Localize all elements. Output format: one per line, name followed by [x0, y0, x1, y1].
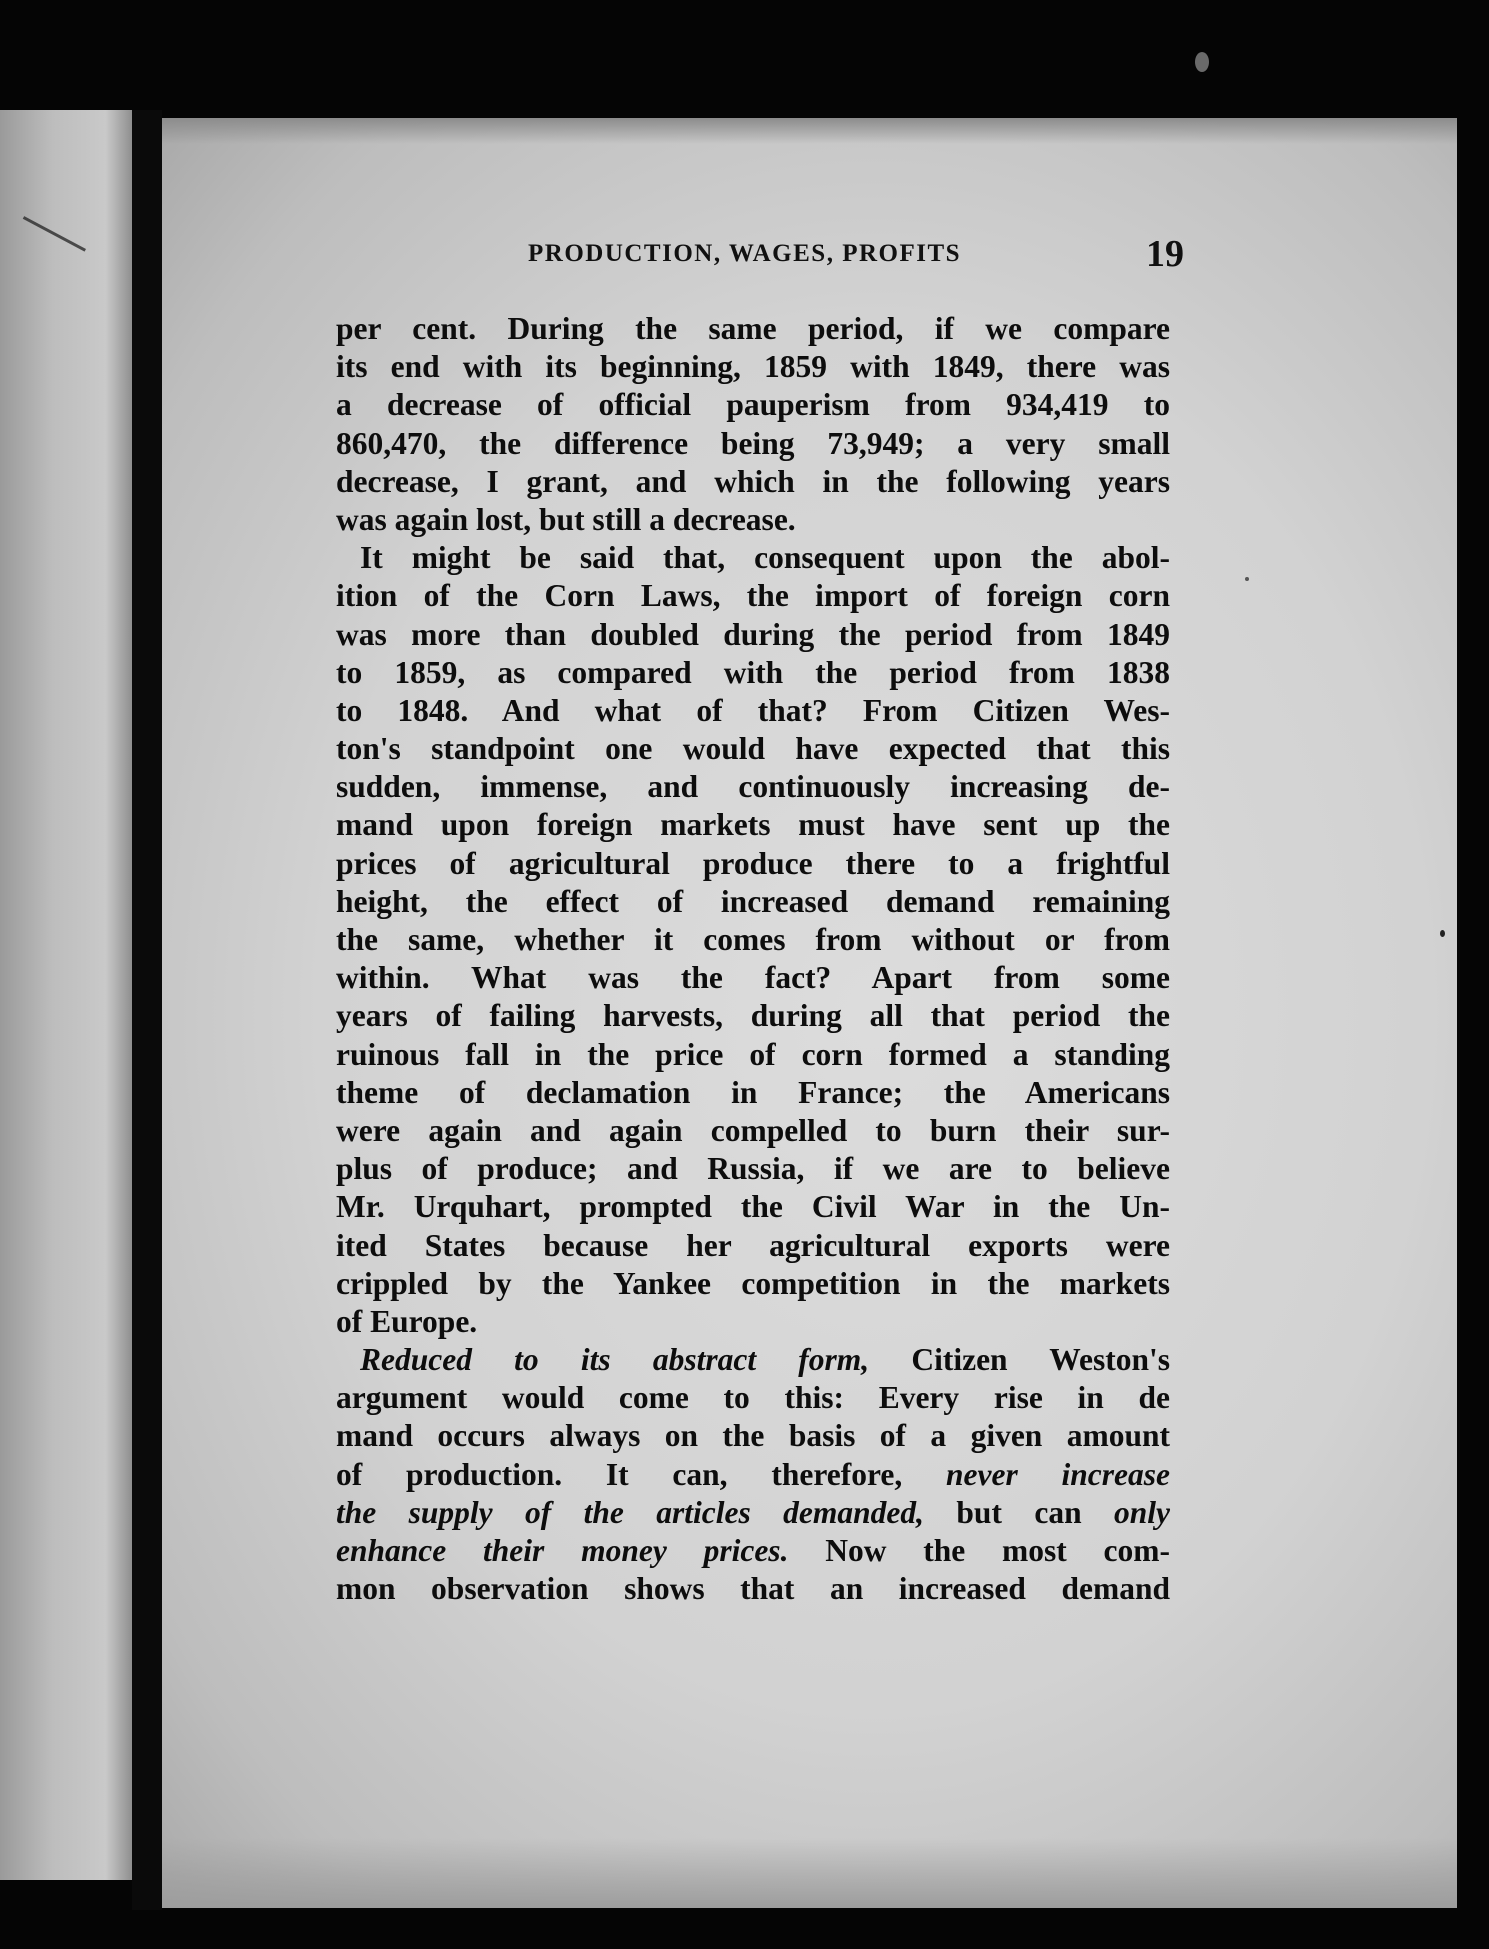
book-gutter — [132, 110, 162, 1910]
page-number: 19 — [1146, 233, 1184, 275]
text-run: crippled by the Yankee competition in the markets — [336, 1265, 1170, 1301]
text-line — [336, 1227, 1170, 1265]
text-line — [336, 806, 1170, 844]
text-line — [336, 1112, 1170, 1150]
text-run: argument would come to this: Every rise in de — [336, 1380, 1170, 1416]
text-run: of production. It can, therefore, — [336, 1456, 947, 1492]
text-run: Now the most com- — [788, 1533, 1171, 1568]
text-line — [336, 1303, 1170, 1341]
italic-text: enhance their money prices. — [336, 1533, 789, 1568]
text-run: ton's standpoint one would have expected that this — [336, 731, 1170, 767]
text-line — [336, 386, 1170, 424]
text-line — [336, 1265, 1170, 1303]
text-run: years of failing harvests, during all that period the — [336, 998, 1170, 1034]
text-line — [336, 1150, 1170, 1188]
text-line — [336, 997, 1170, 1035]
scan-speck — [1195, 52, 1209, 72]
text-run: Citizen Weston's — [869, 1342, 1170, 1378]
text-run: the same, whether it comes from without or from — [336, 922, 1170, 957]
text-line — [336, 768, 1170, 806]
text-line — [336, 616, 1170, 654]
text-run: mand upon foreign markets must have sent up the — [336, 807, 1170, 843]
text-line — [336, 692, 1170, 730]
text-line — [336, 845, 1170, 883]
text-run: sudden, immense, and continuously increasing de- — [336, 769, 1170, 805]
text-run: Mr. Urquhart, prompted the Civil War in the Un- — [336, 1189, 1170, 1225]
italic-text: never increase — [946, 1456, 1171, 1492]
text-line — [336, 654, 1170, 692]
text-run: decrease, I grant, and which in the following years — [336, 463, 1170, 499]
text-run: but can — [924, 1494, 1114, 1530]
text-line — [336, 425, 1170, 463]
text-run: to 1859, as compared with the period from 1838 — [336, 654, 1170, 690]
text-line — [336, 501, 1170, 539]
text-run: mon observation shows that an increased demand — [336, 1571, 1170, 1607]
scan-speck — [1245, 577, 1249, 581]
scan-smudge — [4, 216, 86, 287]
text-run: ruinous fall in the price of corn formed a standing — [336, 1036, 1170, 1072]
text-run: ited States because her agricultural exports were — [336, 1227, 1170, 1263]
text-line — [336, 539, 1170, 577]
text-run: its end with its beginning, 1859 with 1849, there was — [336, 349, 1170, 385]
text-run: were again and again compelled to burn their sur- — [336, 1112, 1170, 1148]
text-run: was again lost, but still a decrease. — [336, 501, 796, 537]
text-run: a decrease of official pauperism from 934,419 to — [336, 387, 1170, 423]
text-run: ition of the Corn Laws, the import of foreign corn — [336, 578, 1170, 614]
text-line — [336, 577, 1170, 615]
text-line — [336, 1456, 1170, 1494]
text-line — [336, 959, 1170, 997]
text-run: mand occurs always on the basis of a given amount — [336, 1418, 1170, 1454]
text-run: per cent. During the same period, if we compare — [336, 311, 1170, 346]
facing-page-edge — [0, 110, 132, 1880]
text-run: 860,470, the difference being 73,949; a very small — [336, 425, 1170, 461]
text-run: theme of declamation in France; the Americans — [336, 1074, 1170, 1110]
italic-text: only — [1113, 1494, 1170, 1530]
text-line — [336, 1417, 1170, 1455]
text-run: was more than doubled during the period from 1849 — [336, 616, 1170, 652]
text-line — [336, 730, 1170, 768]
text-line — [336, 1570, 1170, 1608]
text-line — [336, 463, 1170, 501]
body-text — [336, 310, 1170, 1608]
text-run: height, the effect of increased demand remaining — [336, 883, 1170, 919]
text-run: plus of produce; and Russia, if we are to believe — [336, 1151, 1170, 1187]
text-run: of Europe. — [336, 1303, 478, 1339]
text-line — [336, 310, 1170, 348]
text-run: to 1848. And what of that? From Citizen Wes- — [336, 692, 1170, 728]
text-line — [336, 1036, 1170, 1074]
text-line — [336, 1188, 1170, 1226]
text-line — [336, 348, 1170, 386]
text-line — [336, 921, 1170, 959]
italic-text: Reduced to its abstract form, — [360, 1342, 870, 1378]
text-line — [336, 1074, 1170, 1112]
text-run: It might be said that, consequent upon the abol- — [360, 540, 1170, 576]
text-line — [336, 1341, 1170, 1379]
text-run: within. What was the fact? Apart from some — [336, 960, 1170, 996]
text-run: prices of agricultural produce there to a frightful — [336, 845, 1170, 881]
scan-speck — [1440, 930, 1445, 937]
text-line — [336, 1494, 1170, 1532]
text-line — [336, 1379, 1170, 1417]
italic-text: the supply of the articles demanded, — [336, 1494, 925, 1530]
running-head: PRODUCTION, WAGES, PROFITS — [528, 240, 962, 267]
text-line — [336, 883, 1170, 921]
text-line — [336, 1532, 1170, 1570]
